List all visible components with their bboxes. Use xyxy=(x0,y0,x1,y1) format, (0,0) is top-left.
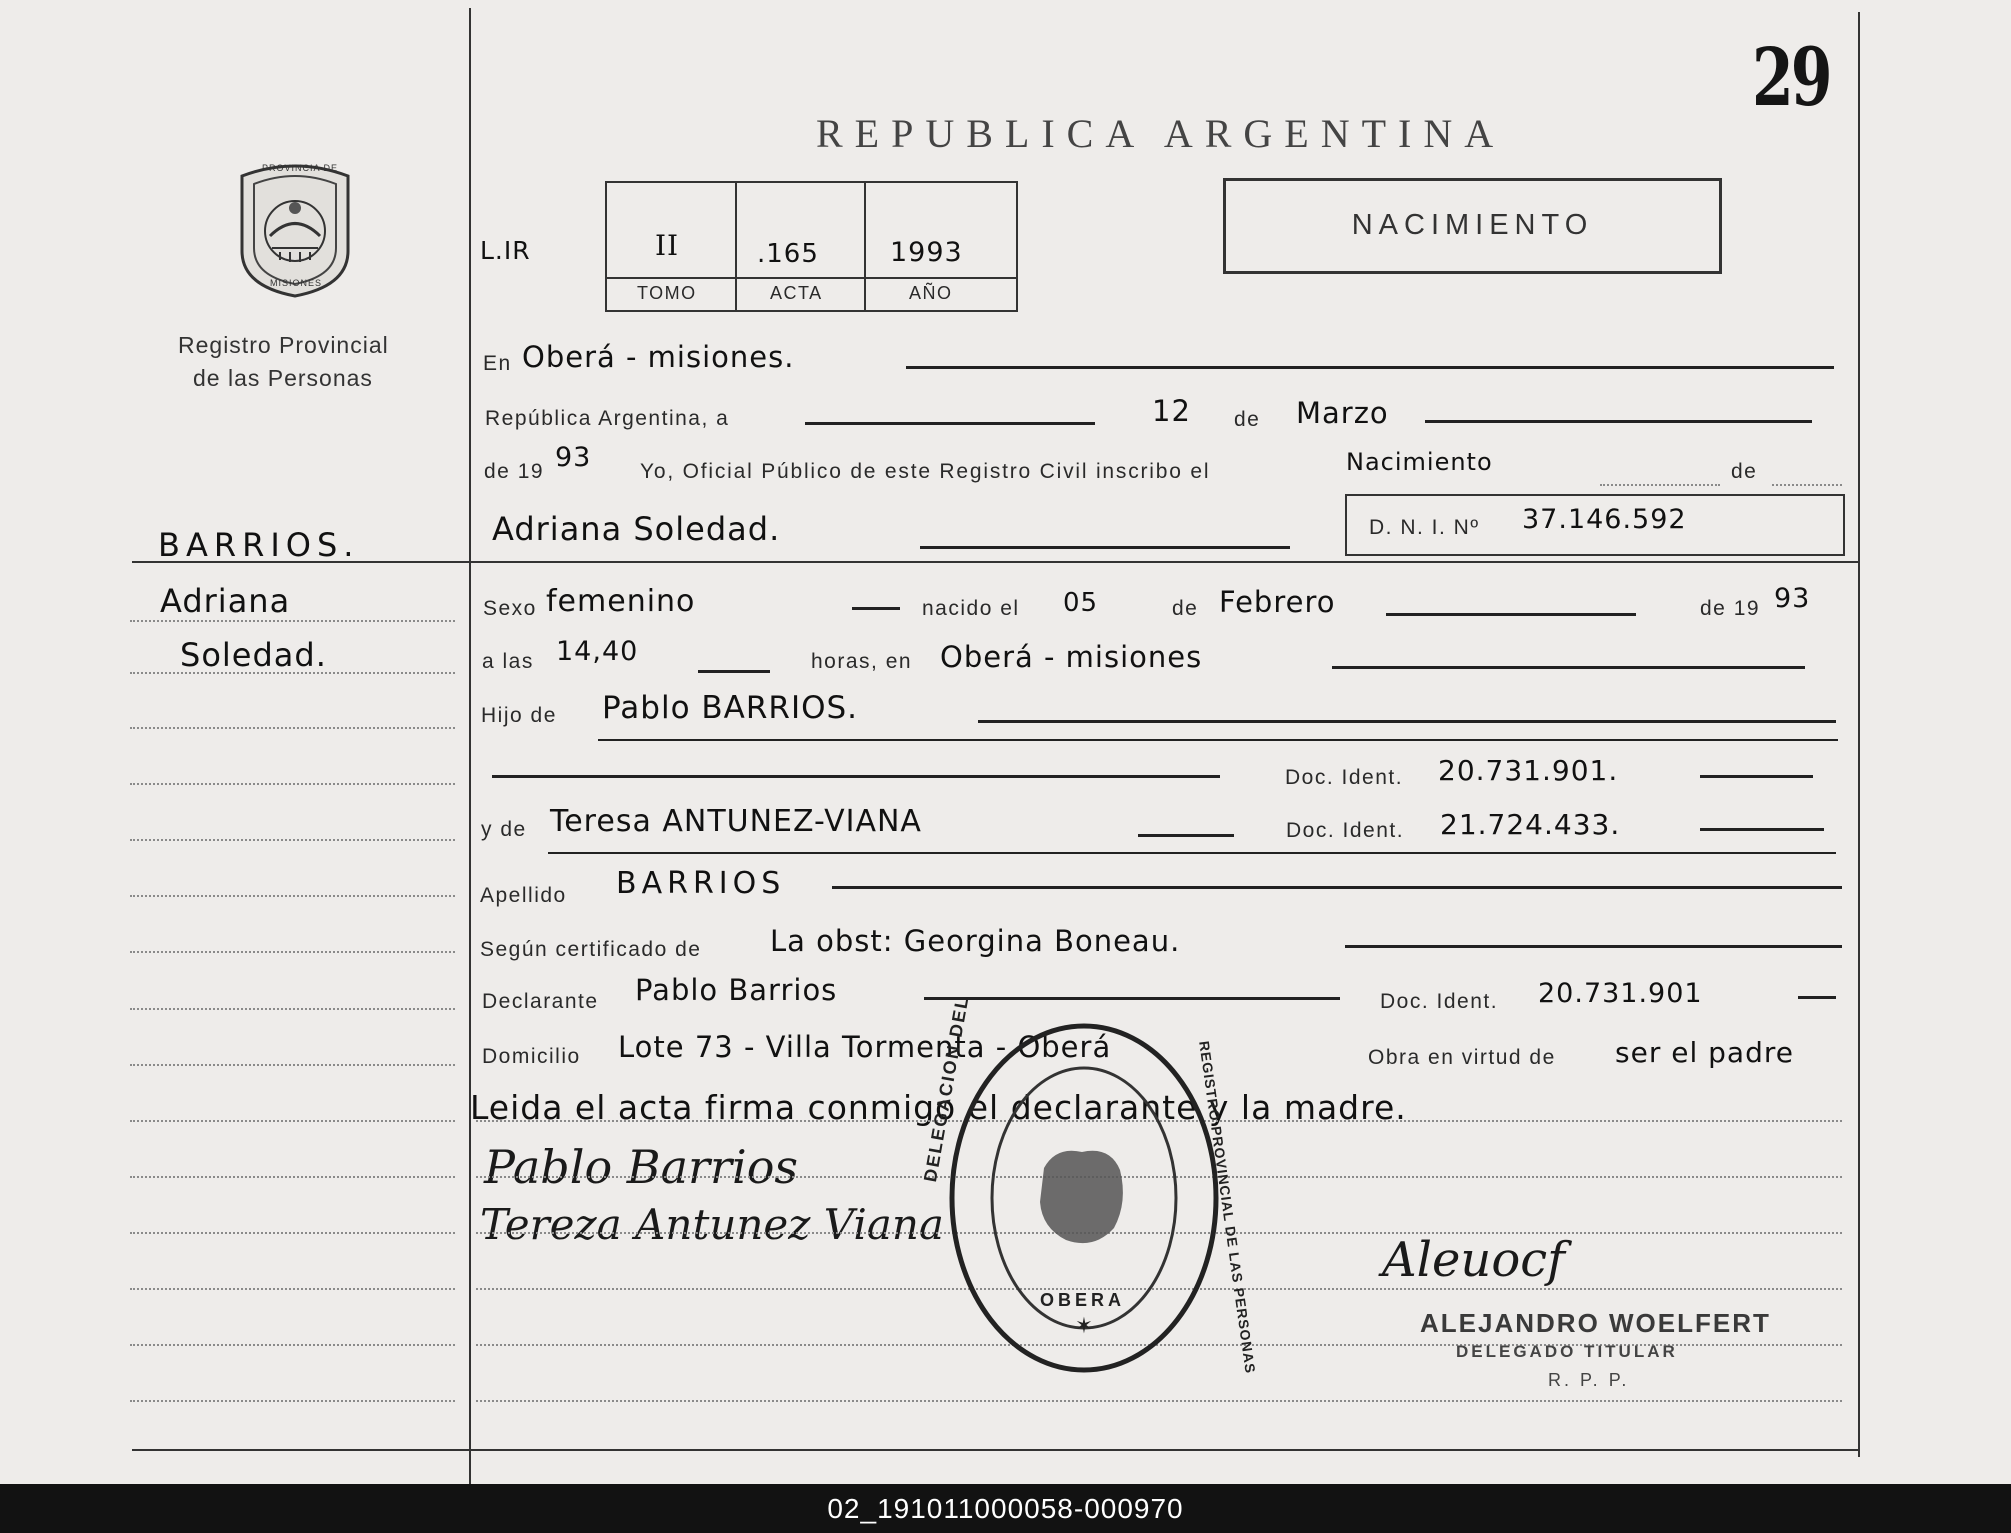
fill-line xyxy=(1345,945,1842,948)
birth-place: Oberá - misiones xyxy=(940,640,1203,674)
margin-rule xyxy=(130,727,455,729)
horas-label: horas, en xyxy=(811,650,913,673)
apellido-label: Apellido xyxy=(480,884,567,907)
fill-line xyxy=(832,886,1842,889)
ano-value: 1993 xyxy=(890,237,963,268)
official-org: R. P. P. xyxy=(1548,1370,1630,1390)
fill-line xyxy=(920,546,1290,549)
yde-label: y de xyxy=(481,818,527,841)
margin-rule xyxy=(130,1120,455,1122)
doc-label-2: Doc. Ident. xyxy=(1286,819,1405,842)
margin-rule xyxy=(130,839,455,841)
fill-line xyxy=(978,720,1836,723)
doc-label-1: Doc. Ident. xyxy=(1285,766,1404,789)
stamp-star: ✶ xyxy=(1074,1314,1094,1339)
tomo-label: TOMO xyxy=(637,283,697,303)
dni-box xyxy=(1345,494,1845,556)
right-border xyxy=(1858,12,1860,1457)
sexo-value: femenino xyxy=(546,584,696,619)
image-id-footer: 02_191011000058-000970 xyxy=(0,1484,2011,1533)
fill-line xyxy=(548,852,1836,854)
birth-year: 93 xyxy=(1774,583,1811,614)
birth-time: 14,40 xyxy=(556,636,639,667)
stamp-right-text: REGISTRO PROVINCIAL DE LAS PERSONAS xyxy=(1196,1040,1259,1375)
margin-rule xyxy=(130,1064,455,1066)
stamp-bottom-text: OBERA xyxy=(1040,1290,1126,1310)
registration-month: Marzo xyxy=(1296,396,1389,430)
obra-value: ser el padre xyxy=(1615,1036,1794,1069)
official-stamp xyxy=(944,1018,1224,1378)
domicilio-label: Domicilio xyxy=(482,1045,581,1068)
fill-line xyxy=(1425,420,1812,423)
alas-label: a las xyxy=(482,650,534,673)
fill-line xyxy=(1386,613,1636,616)
en-label: En xyxy=(483,352,512,375)
official-name: ALEJANDRO WOELFERT xyxy=(1420,1308,1771,1338)
tomo-value: II xyxy=(655,229,680,262)
margin-rule xyxy=(130,1400,455,1402)
bottom-rule xyxy=(132,1449,1858,1451)
margin-given-1: Adriana xyxy=(160,582,291,620)
birth-day: 05 xyxy=(1063,588,1099,618)
sexo-label: Sexo xyxy=(483,597,537,620)
registration-day: 12 xyxy=(1152,394,1191,428)
dni-label: D. N. I. Nº xyxy=(1369,516,1480,539)
fill-line xyxy=(1700,828,1824,831)
stamp-left-text: DELEGACION DEL xyxy=(920,993,973,1184)
book-code: L.IR xyxy=(480,236,531,265)
margin-divider xyxy=(469,8,471,1484)
fill-line xyxy=(906,366,1834,369)
domicilio-value: Lote 73 - Villa Tormenta - Oberá xyxy=(618,1030,1112,1064)
province-seal xyxy=(232,156,358,298)
margin-rule xyxy=(130,783,455,785)
birth-month: Febrero xyxy=(1219,585,1336,619)
de19b-label: de 19 xyxy=(1700,597,1761,620)
margin-rule xyxy=(130,1232,455,1234)
declarante-value: Pablo Barrios xyxy=(635,973,838,1007)
margin-rule xyxy=(130,672,455,674)
margin-surname: BARRIOS. xyxy=(158,526,360,564)
record-type: NACIMIENTO xyxy=(1351,209,1594,241)
registration-place: Oberá - misiones. xyxy=(522,340,795,374)
hijo-label: Hijo de xyxy=(481,704,557,727)
acta-label: ACTA xyxy=(770,283,823,303)
republica-label: República Argentina, a xyxy=(485,407,730,430)
ano-label: AÑO xyxy=(909,283,953,303)
agency-name-line1: Registro Provincial xyxy=(178,332,389,358)
de2-label: de xyxy=(1172,597,1199,620)
act-type: Nacimiento xyxy=(1346,448,1493,476)
names-divider xyxy=(132,561,1858,563)
de19-label: de 19 xyxy=(484,460,545,483)
mother-name: Teresa ANTUNEZ-VIANA xyxy=(550,804,922,839)
margin-given-2: Soledad. xyxy=(180,636,327,674)
declarante-doc: 20.731.901 xyxy=(1538,978,1703,1009)
seal-top-text: PROVINCIA DE xyxy=(262,163,339,173)
dotted-rule xyxy=(476,1400,1842,1402)
fill-line xyxy=(1138,834,1234,837)
fill-line xyxy=(805,422,1095,425)
seal-bottom-text: MISIONES xyxy=(270,278,323,288)
fill-line xyxy=(852,607,900,610)
fill-line xyxy=(1798,996,1836,999)
father-signature: Pablo Barrios xyxy=(484,1140,799,1194)
margin-rule xyxy=(130,620,455,622)
official-title: DELEGADO TITULAR xyxy=(1456,1342,1678,1361)
margin-rule xyxy=(130,1344,455,1346)
fill-line xyxy=(492,775,1220,778)
margin-rule xyxy=(130,1288,455,1290)
dotted-rule xyxy=(1600,484,1720,486)
fill-line xyxy=(698,670,770,673)
dotted-rule xyxy=(1772,484,1842,486)
page-number: 29 xyxy=(1752,30,1830,124)
document-title: REPUBLICA ARGENTINA xyxy=(816,111,1506,156)
dni-value: 37.146.592 xyxy=(1522,504,1687,535)
nacido-label: nacido el xyxy=(922,597,1020,620)
fill-line xyxy=(1700,775,1813,778)
margin-rule xyxy=(130,1008,455,1010)
acta-value: .165 xyxy=(757,239,819,269)
mother-signature: Tereza Antunez Viana xyxy=(480,1200,944,1249)
mother-doc: 21.724.433. xyxy=(1440,808,1621,841)
de-end-label: de xyxy=(1731,460,1758,483)
child-given-names: Adriana Soledad. xyxy=(492,510,781,548)
margin-rule xyxy=(130,1176,455,1178)
registration-year: 93 xyxy=(555,442,592,473)
certificado-value: La obst: Georgina Boneau. xyxy=(770,924,1181,958)
reading-statement: Leida el acta firma conmigo el declarante y la madre. xyxy=(470,1088,1407,1127)
doc-label-3: Doc. Ident. xyxy=(1380,990,1499,1013)
margin-rule xyxy=(130,951,455,953)
declarante-label: Declarante xyxy=(482,990,599,1013)
segun-label: Según certificado de xyxy=(480,938,702,961)
de-label: de xyxy=(1234,408,1261,431)
fill-line xyxy=(1332,666,1805,669)
fill-line xyxy=(924,997,1340,1000)
record-type-box xyxy=(1223,178,1722,274)
fill-line xyxy=(598,739,1838,741)
oficial-text: Yo, Oficial Público de este Registro Civil inscribo el xyxy=(640,460,1211,483)
agency-name-line2: de las Personas xyxy=(193,365,373,391)
registry-table xyxy=(605,181,1018,312)
apellido-value: BARRIOS xyxy=(616,866,786,901)
father-doc: 20.731.901. xyxy=(1438,754,1619,787)
official-signature: Aleuocf xyxy=(1382,1232,1565,1288)
obra-label: Obra en virtud de xyxy=(1368,1046,1556,1069)
margin-rule xyxy=(130,895,455,897)
father-name: Pablo BARRIOS. xyxy=(602,690,859,726)
